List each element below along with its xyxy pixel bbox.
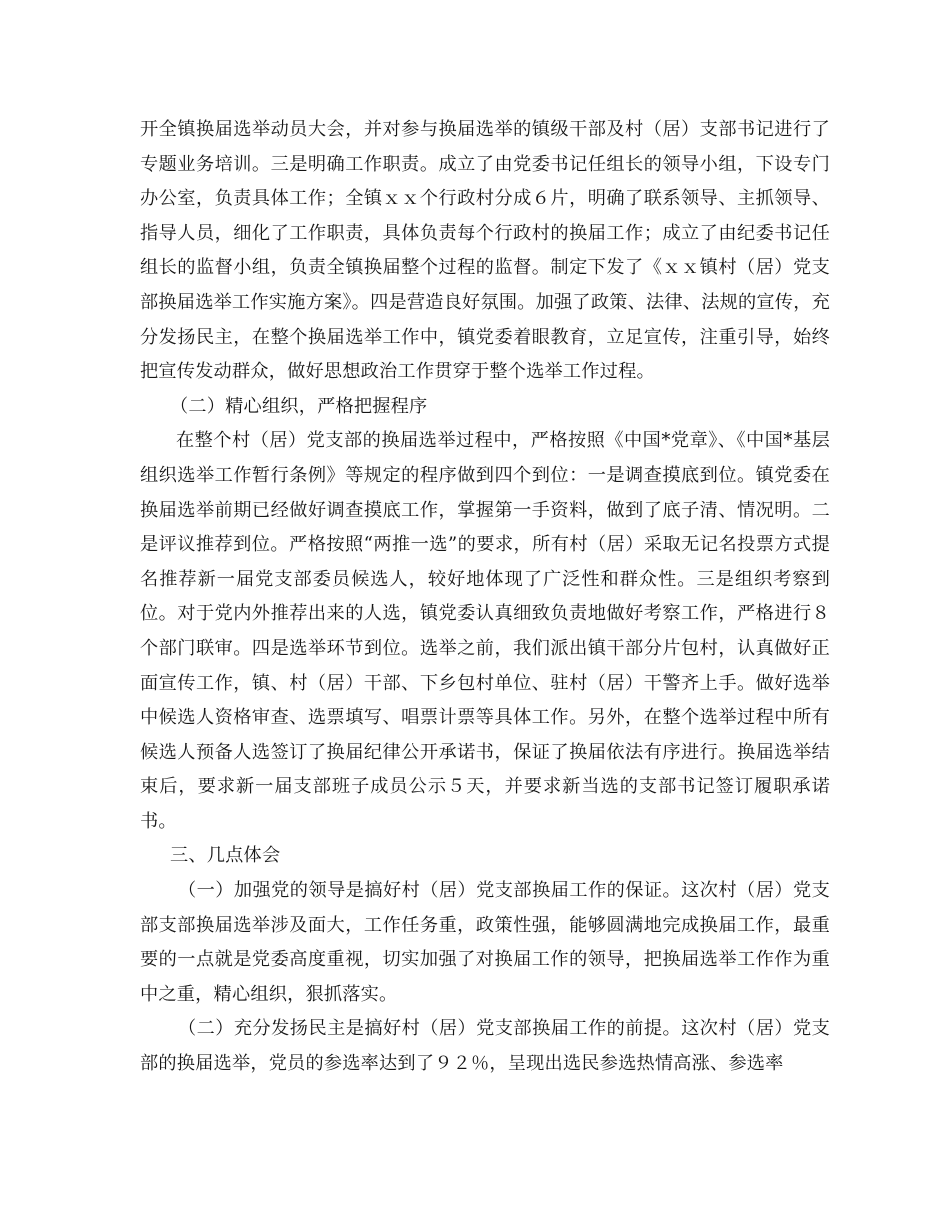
paragraph-continued-intro: 开全镇换届选举动员大会，并对参与换届选举的镇级干部及村（居）支部书记进行了专题业务培训。三是明确工作职责。成立了由党委书记任组长的领导小组，下设专门办公室，负责具体工作；全镇ｘｘ个行政村分成６片，明确了联系领导、主抓领导、指导人员，细化了工作职责，具体负责每个行政村的换届工作；成立了由纪委书记任组长的监督小组，负责全镇换届整个过程的监督。制定下发了《ｘｘ镇村（居）党支部换届选举工作实施方案》。四是营造良好氛围。加强了政策、法律、法规的宣传，充分发扬民主，在整个换届选举工作中，镇党委着眼教育，立足宣传，注重引导，始终把宣传发动群众，做好思想政治工作贯穿于整个选举工作过程。 — [140, 119, 830, 383]
section-heading-careful-organization: （二）精心组织，严格把握程序 — [170, 395, 428, 417]
paragraph-party-leadership: （一）加强党的领导是搞好村（居）党支部换届工作的保证。这次村（居）党支部支部换届选举涉及面大，工作任务重，政策性强，能够圆满地完成换届工作，最重要的一点就是党委高度重视，切实加强了对换届工作的领导，把换届选举工作作为重中之重，精心组织，狠抓落实。 — [140, 880, 830, 1005]
paragraph-democracy: （二）充分发扬民主是搞好村（居）党支部换届工作的前提。这次村（居）党支部的换届选举，党员的参选率达到了９２％，呈现出选民参选热情高涨、参选率 — [140, 1018, 830, 1075]
paragraph-election-procedure: 在整个村（居）党支部的换届选举过程中，严格按照《中国*党章》、《中国*基层组织选举工作暂行条例》等规定的程序做到四个到位：一是调查摸底到位。镇党委在换届选举前期已经做好调查摸底工作，掌握第一手资料，做到了底子清、情况明。二是评议推荐到位。严格按照“两推一选”的要求，所有村（居）采取无记名投票方式提名推荐新一届党支部委员候选人，较好地体现了广泛性和群众性。三是组织考察到位。对于党内外推荐出来的人选，镇党委认真细致负责地做好考察工作，严格进行８个部门联审。四是选举环节到位。选举之前，我们派出镇干部分片包村，认真做好正面宣传工作，镇、村（居）干部、下乡包村单位、驻村（居）干警齐上手。做好选举中候选人资格审查、选票填写、唱票计票等具体工作。另外，在整个选举过程中所有候选人预备人选签订了换届纪律公开承诺书，保证了换届依法有序进行。换届选举结束后，要求新一届支部班子成员公示５天，并要求新当选的支部书记签订履职承诺书。 — [140, 430, 830, 832]
document-body — [140, 113, 830, 1082]
section-heading-experiences: 三、几点体会 — [170, 845, 281, 867]
